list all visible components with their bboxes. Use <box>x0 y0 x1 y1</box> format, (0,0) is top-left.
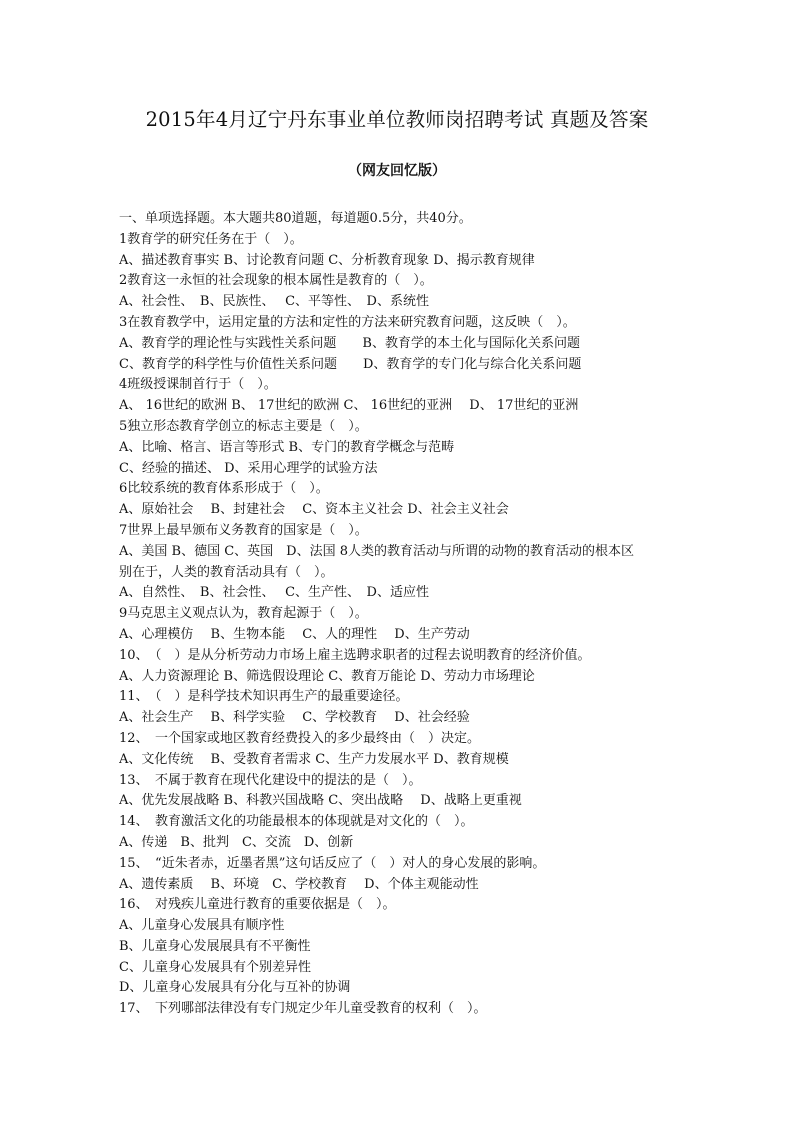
question-11: 11、 （ ）是科学技术知识再生产的最重要途径。 <box>119 689 409 705</box>
question-10-options: A、人力资源理论 B、筛选假设理论 C、教育万能论 D、劳动力市场理论 <box>119 668 535 684</box>
question-16-option-b: B、儿童身心发展展具有不平衡性 <box>119 938 311 954</box>
question-7-options-question-8: A、美国 B、德国 C、英国 D、法国 8人类的教育活动与所谓的动物的教育活动的根本区 <box>119 543 634 559</box>
question-15: 15、 “近朱者赤，近墨者黑”这句话反应了（ ）对人的身心发展的影响。 <box>119 855 546 871</box>
question-12-options: A、文化传统 B、受教育者需求 C、生产力发展水平 D、教育规模 <box>119 751 509 767</box>
question-8-options: A、自然性、 B、社会性、 C、生产性、 D、适应性 <box>119 585 429 601</box>
document-body <box>119 209 679 1020</box>
question-5: 5独立形态教育学创立的标志主要是（ ）。 <box>119 418 368 434</box>
question-4: 4班级授课制首行于（ ）。 <box>119 377 277 393</box>
question-15-options: A、遗传素质 B、环境 C、学校教育 D、个体主观能动性 <box>119 876 479 892</box>
question-3: 3在教育教学中，运用定量的方法和定性的方法来研究教育问题，这反映（ ）。 <box>119 314 576 330</box>
question-16-option-c: C、儿童身心发展具有个别差异性 <box>119 959 311 975</box>
question-13: 13、 不属于教育在现代化建设中的提法的是（ ）。 <box>119 772 422 788</box>
question-16: 16、 对残疾儿童进行教育的重要依据是（ ）。 <box>119 897 396 913</box>
question-14: 14、 教育激活文化的功能最根本的体现就是对文化的（ ）。 <box>119 814 474 830</box>
document-subtitle: （网友回忆版） <box>348 163 446 179</box>
section-heading: 一、单项选择题。本大题共80道题，每道题0.5分，共40分。 <box>119 211 472 226</box>
question-9: 9马克思主义观点认为，教育起源于（ ）。 <box>119 606 368 622</box>
question-9-options: A、心理模仿 B、生物本能 C、人的理性 D、生产劳动 <box>119 626 470 642</box>
question-14-options: A、传递 B、批判 C、交流 D、创新 <box>119 834 354 850</box>
question-6: 6比较系统的教育体系形成于（ ）。 <box>119 481 329 497</box>
question-5-options-ab: A、比喻、格言、语言等形式 B、专门的教育学概念与范畴 <box>119 439 455 455</box>
question-16-option-d: D、儿童身心发展具有分化与互补的协调 <box>119 980 351 996</box>
question-2: 2教育这一永恒的社会现象的根本属性是教育的（ ）。 <box>119 273 433 289</box>
question-1-options: A、描述教育事实 B、讨论教育问题 C、分析教育现象 D、揭示教育规律 <box>119 252 535 268</box>
question-10: 10、 （ ）是从分析劳动力市场上雇主选聘求职者的过程去说明教育的经济价值。 <box>119 647 591 663</box>
question-2-options: A、社会性、 B、民族性、 C、平等性、 D、系统性 <box>119 294 429 310</box>
question-5-options-cd: C、经验的描述、 D、采用心理学的试验方法 <box>119 460 378 476</box>
question-11-options: A、社会生产 B、科学实验 C、学校教育 D、社会经验 <box>119 710 470 726</box>
question-3-options-ab: A、教育学的理论性与实践性关系问题 B、教育学的本土化与国际化关系问题 <box>119 335 580 351</box>
question-7: 7世界上最早颁布义务教育的国家是（ ）。 <box>119 522 368 538</box>
question-17: 17、 下列哪部法律没有专门规定少年儿童受教育的权利（ ）。 <box>119 1001 487 1017</box>
question-8-continued: 别在于，人类的教育活动具有（ ）。 <box>119 564 334 580</box>
question-1: 1教育学的研究任务在于（ ）。 <box>119 231 303 247</box>
question-16-option-a: A、儿童身心发展具有顺序性 <box>119 918 285 934</box>
question-4-options: A、 16世纪的欧洲 B、 17世纪的欧洲 C、 16世纪的亚洲 D、 17世纪的亚洲 <box>119 398 579 414</box>
question-6-options: A、原始社会 B、封建社会 C、资本主义社会 D、社会主义社会 <box>119 502 509 518</box>
document-title: 2015年4月辽宁丹东事业单位教师岗招聘考试 真题及答案 <box>145 108 649 131</box>
question-13-options: A、优先发展战略 B、科教兴国战略 C、突出战略 D、战略上更重视 <box>119 793 522 809</box>
question-12: 12、 一个国家或地区教育经费投入的多少最终由（ ）决定。 <box>119 730 481 746</box>
question-3-options-cd: C、教育学的科学性与价值性关系问题 D、教育学的专门化与综合化关系问题 <box>119 356 582 372</box>
